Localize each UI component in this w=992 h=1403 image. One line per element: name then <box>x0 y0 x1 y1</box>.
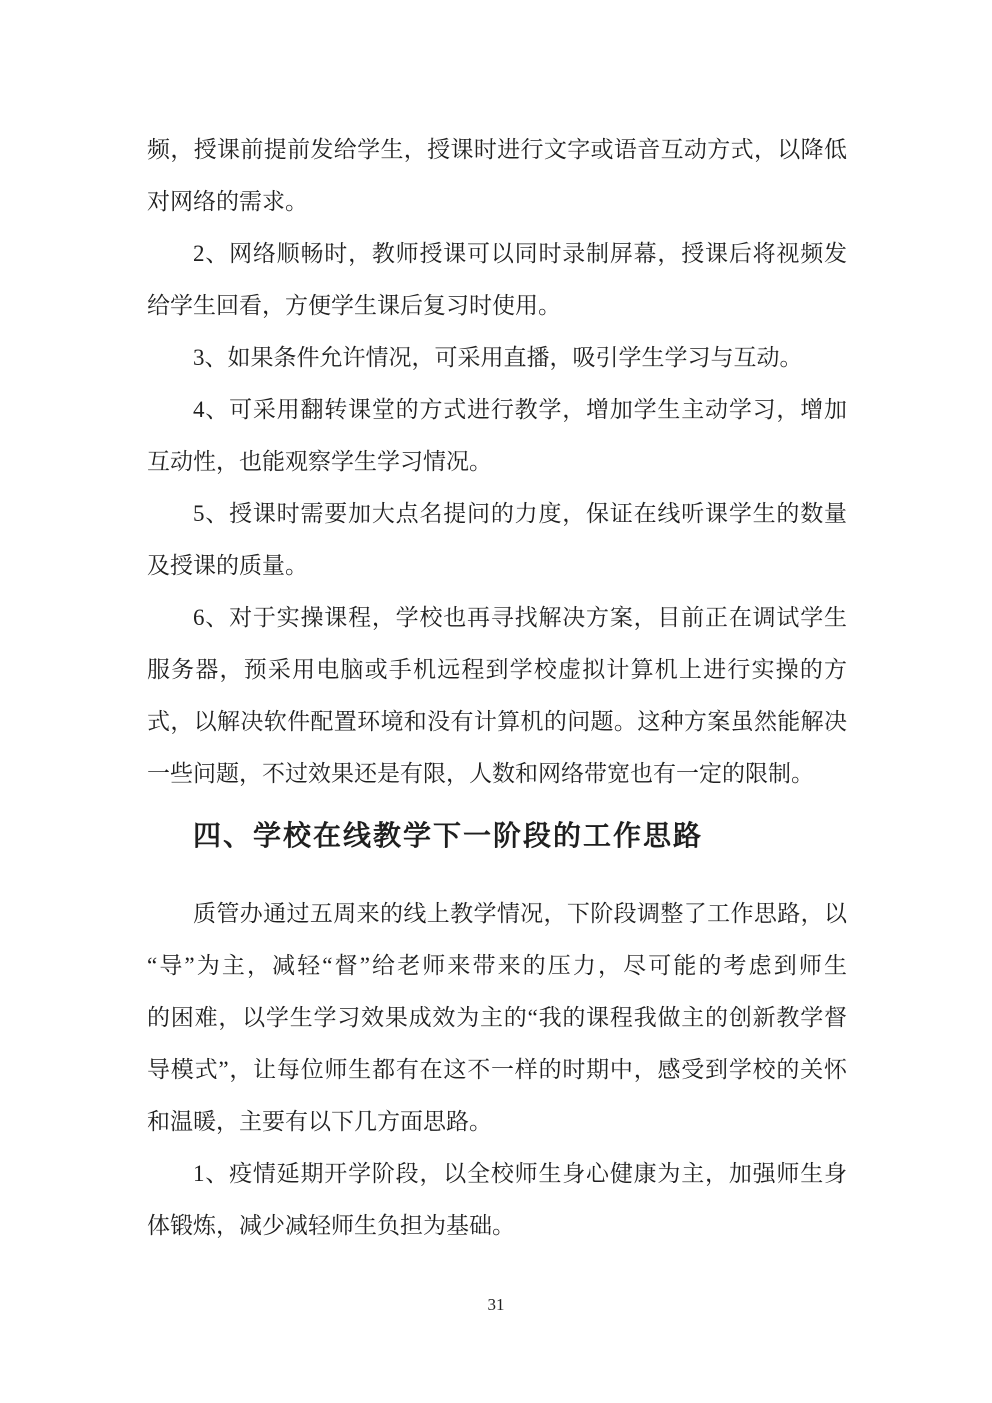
paragraph <box>147 124 847 228</box>
text-line: 3、如果条件允许情况，可采用直播，吸引学生学习与互动。 <box>193 345 803 370</box>
text-line: 服务器，预采用电脑或手机远程到学校虚拟计算机上进行实操的方 <box>147 657 847 682</box>
document-content <box>147 124 847 1252</box>
text-line: 体锻炼，减少减轻师生负担为基础。 <box>147 1213 515 1238</box>
text-line: 5、授课时需要加大点名提问的力度，保证在线听课学生的数量 <box>193 501 847 526</box>
text-line: “导”为主，减轻“督”给老师来带来的压力，尽可能的考虑到师生 <box>147 953 847 978</box>
text-line: 和温暖，主要有以下几方面思路。 <box>147 1109 492 1134</box>
paragraph <box>147 384 847 488</box>
paragraph <box>147 888 847 1148</box>
text-line: 对网络的需求。 <box>147 189 308 214</box>
text-line: 及授课的质量。 <box>147 553 308 578</box>
paragraph <box>147 592 847 800</box>
heading-text-line: 四、学校在线教学下一阶段的工作思路 <box>193 820 704 851</box>
page-number: 31 <box>487 1295 505 1314</box>
text-line: 6、对于实操课程，学校也再寻找解决方案，目前正在调试学生 <box>193 605 847 630</box>
text-line: 的困难，以学生学习效果成效为主的“我的课程我做主的创新教学督 <box>147 1005 847 1030</box>
text-line: 2、网络顺畅时，教师授课可以同时录制屏幕，授课后将视频发 <box>193 241 847 266</box>
text-line: 1、疫情延期开学阶段，以全校师生身心健康为主，加强师生身 <box>193 1161 847 1186</box>
text-line: 一些问题，不过效果还是有限，人数和网络带宽也有一定的限制。 <box>147 761 814 786</box>
text-line: 导模式”，让每位师生都有在这不一样的时期中，感受到学校的关怀 <box>147 1057 847 1082</box>
paragraph <box>147 332 847 384</box>
paragraph <box>147 1148 847 1252</box>
paragraph <box>147 488 847 592</box>
text-line: 互动性，也能观察学生学习情况。 <box>147 449 492 474</box>
text-line: 4、可采用翻转课堂的方式进行教学，增加学生主动学习，增加 <box>193 397 847 422</box>
text-line: 频，授课前提前发给学生，授课时进行文字或语音互动方式，以降低 <box>147 137 847 162</box>
section-heading <box>147 810 847 862</box>
text-line: 式，以解决软件配置环境和没有计算机的问题。这种方案虽然能解决 <box>147 709 847 734</box>
text-line: 质管办通过五周来的线上教学情况，下阶段调整了工作思路，以 <box>193 901 847 926</box>
paragraph <box>147 228 847 332</box>
text-line: 给学生回看，方便学生课后复习时使用。 <box>147 293 561 318</box>
